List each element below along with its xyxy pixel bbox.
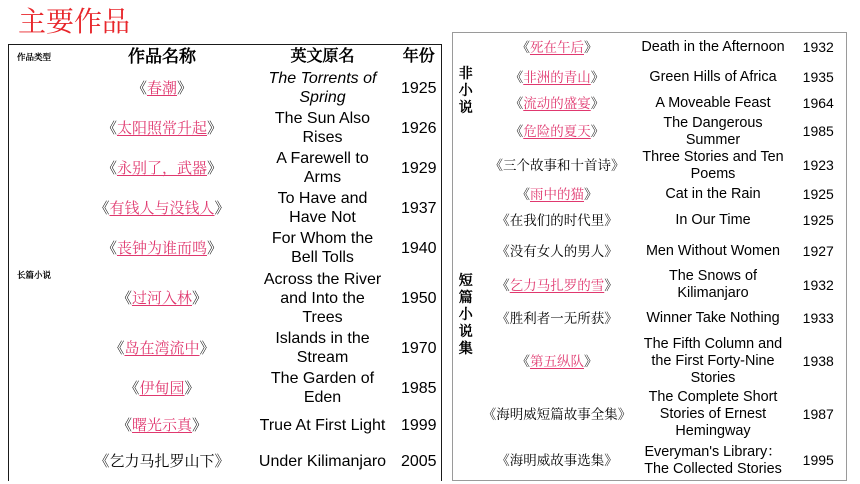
bracket-open: 《 <box>496 277 510 293</box>
title-link[interactable]: 有钱人与没钱人 <box>109 199 215 217</box>
bracket-open: 《 <box>509 124 524 139</box>
bracket-open: 《 <box>516 187 530 202</box>
english-title-cell <box>636 115 791 149</box>
bracket-close: 》 <box>177 79 193 97</box>
chinese-title-cell <box>76 328 249 368</box>
year: 1985 <box>400 379 437 397</box>
bracket-open: 《 <box>482 407 497 422</box>
year: 1995 <box>802 452 834 469</box>
year-cell <box>791 149 847 183</box>
bracket-close: 》 <box>207 119 223 137</box>
chinese-title-cell <box>479 33 636 63</box>
year: 1926 <box>400 119 437 137</box>
bracket-close: 》 <box>214 199 230 217</box>
year-cell <box>791 63 847 93</box>
bracket-open: 《 <box>509 96 524 111</box>
title-link[interactable]: 乞力马扎罗的雪 <box>509 277 605 293</box>
chinese-title-cell <box>479 388 636 442</box>
bracket-open: 《 <box>496 213 510 228</box>
year: 1964 <box>802 95 834 111</box>
english-title: Islands in the Stream <box>275 330 370 366</box>
year-cell <box>791 268 847 303</box>
english-title: Under Kilimanjaro <box>258 453 387 470</box>
english-title-cell <box>249 268 397 328</box>
english-title: The Fifth Column and the First Forty-Nine Stories <box>643 335 783 386</box>
chinese-title: 乞力马扎罗山下 <box>109 453 215 470</box>
bracket-open: 《 <box>101 119 117 137</box>
english-title-cell <box>636 93 791 115</box>
english-title: The Complete Short Stories of Ernest Hemingway <box>648 389 778 439</box>
chinese-title-cell <box>76 108 249 148</box>
chinese-title: 没有女人的男人 <box>509 243 605 259</box>
bracket-open: 《 <box>116 416 132 434</box>
table-row <box>453 268 847 303</box>
english-title-cell <box>636 335 791 388</box>
chinese-title-cell <box>479 335 636 388</box>
bracket-open: 《 <box>94 453 110 470</box>
year: 2005 <box>400 453 437 470</box>
category-label: 长篇小说 <box>17 269 52 280</box>
bracket-open: 《 <box>94 199 110 217</box>
table-row <box>453 235 847 268</box>
english-title-cell <box>636 183 791 207</box>
year-cell <box>791 183 847 207</box>
english-title: A Moveable Feast <box>655 95 771 111</box>
header-row <box>9 45 442 69</box>
bracket-close: 》 <box>617 407 632 422</box>
bracket-close: 》 <box>604 311 618 326</box>
title-link[interactable]: 春潮 <box>146 79 177 97</box>
title-link[interactable]: 过河入林 <box>131 289 192 307</box>
title-link[interactable]: 太阳照常升起 <box>116 119 207 137</box>
year: 1923 <box>802 157 834 173</box>
year: 1985 <box>802 123 834 139</box>
bracket-close: 》 <box>611 158 625 173</box>
year-cell <box>791 93 847 115</box>
chinese-title-cell <box>479 303 636 335</box>
year-cell <box>397 268 442 328</box>
table-row <box>453 115 847 149</box>
chinese-title-cell <box>76 268 249 328</box>
bracket-open: 《 <box>509 70 524 85</box>
bracket-close: 》 <box>214 453 230 470</box>
chinese-title-cell <box>479 63 636 93</box>
header-english-title: 英文原名 <box>290 47 355 65</box>
chinese-title: 胜利者一无所获 <box>509 311 605 326</box>
bracket-open: 《 <box>496 311 510 326</box>
english-title-cell <box>249 108 397 148</box>
english-title-cell <box>636 149 791 183</box>
year: 1940 <box>400 239 437 257</box>
year-cell <box>791 303 847 335</box>
english-title: In Our Time <box>675 212 751 228</box>
year-cell <box>397 108 442 148</box>
year: 1925 <box>802 212 834 228</box>
year: 1929 <box>400 159 437 177</box>
table-row <box>453 183 847 207</box>
year: 1935 <box>802 69 834 85</box>
bracket-close: 》 <box>584 40 598 56</box>
chinese-title-cell <box>76 188 249 228</box>
english-title: The Sun Also Rises <box>274 110 371 146</box>
chinese-title-cell <box>479 93 636 115</box>
table-row <box>453 33 847 63</box>
chinese-title-cell <box>479 115 636 149</box>
category-cell <box>453 149 479 481</box>
year-cell <box>397 188 442 228</box>
year-cell <box>791 388 847 442</box>
table-row <box>453 303 847 335</box>
year: 1927 <box>802 242 834 259</box>
chinese-title: 海明威故事选集 <box>509 453 605 469</box>
title-link[interactable]: 非洲的青山 <box>523 70 591 85</box>
bracket-close: 》 <box>590 124 605 139</box>
year-cell <box>791 33 847 63</box>
english-title-cell <box>249 228 397 268</box>
novels-table <box>8 44 442 481</box>
english-title-cell <box>636 207 791 235</box>
header-chinese-title: 作品名称 <box>128 46 196 66</box>
bracket-open: 《 <box>101 239 117 257</box>
bracket-open: 《 <box>516 40 530 56</box>
bracket-open: 《 <box>496 243 510 259</box>
bracket-open: 《 <box>489 158 503 173</box>
category-label: 短篇小说集 <box>458 271 473 356</box>
bracket-close: 》 <box>604 277 618 293</box>
year-cell <box>397 408 442 442</box>
year-cell <box>791 335 847 388</box>
chinese-title: 在我们的时代里 <box>509 213 605 228</box>
year-cell <box>791 207 847 235</box>
english-title: Across the River and Into the Trees <box>263 270 382 326</box>
year: 1933 <box>802 310 834 326</box>
english-title-cell <box>249 408 397 442</box>
english-title-cell <box>636 303 791 335</box>
title-link[interactable]: 危险的夏天 <box>523 124 591 139</box>
table-row <box>453 335 847 388</box>
english-title-cell <box>249 368 397 408</box>
year-cell <box>791 442 847 481</box>
bracket-open: 《 <box>101 159 117 177</box>
chinese-title-cell <box>76 228 249 268</box>
bracket-close: 》 <box>604 213 618 228</box>
chinese-title-cell <box>479 183 636 207</box>
year: 1950 <box>400 289 437 307</box>
bracket-open: 《 <box>116 289 132 307</box>
english-title: Death in the Afternoon <box>641 39 785 56</box>
english-title: For Whom the Bell Tolls <box>271 230 374 266</box>
table-row <box>453 442 847 481</box>
english-title: The Snows of Kilimanjaro <box>669 268 757 301</box>
english-title-cell <box>249 68 397 108</box>
year-cell <box>397 228 442 268</box>
english-title: To Have and Have Not <box>277 190 368 226</box>
chinese-title-cell <box>479 235 636 268</box>
table-row <box>453 93 847 115</box>
year: 1932 <box>802 39 834 56</box>
table-row <box>453 388 847 442</box>
year: 1999 <box>400 416 437 434</box>
year-cell <box>397 148 442 188</box>
category-cell <box>453 33 479 149</box>
category-label: 非小说 <box>458 65 473 116</box>
english-title-cell <box>249 328 397 368</box>
year-cell <box>791 115 847 149</box>
bracket-close: 》 <box>192 289 208 307</box>
chinese-title: 海明威短篇故事全集 <box>496 407 618 422</box>
year: 1932 <box>802 276 834 293</box>
english-title: Cat in the Rain <box>665 186 761 202</box>
year: 1987 <box>802 406 834 422</box>
english-title: True At First Light <box>259 416 386 434</box>
year-cell <box>791 235 847 268</box>
english-title: The Torrents of Spring <box>268 70 377 106</box>
bracket-open: 《 <box>124 379 140 397</box>
year-cell <box>397 68 442 108</box>
page-title: 主要作品 <box>18 6 131 37</box>
english-title-cell <box>636 63 791 93</box>
year: 1970 <box>400 339 437 357</box>
table-row <box>9 68 442 108</box>
bracket-close: 》 <box>584 353 598 369</box>
bracket-close: 》 <box>199 339 215 357</box>
nonfiction-and-short-stories-table <box>452 32 847 481</box>
english-title-cell <box>249 188 397 228</box>
chinese-title-cell <box>76 408 249 442</box>
chinese-title-cell <box>479 149 636 183</box>
bracket-close: 》 <box>604 243 618 259</box>
english-title-cell <box>636 235 791 268</box>
title-link[interactable]: 第五纵队 <box>530 353 584 369</box>
year-cell <box>397 368 442 408</box>
table-row <box>453 63 847 93</box>
title-link[interactable]: 曙光示真 <box>131 416 192 434</box>
table-row <box>453 149 847 183</box>
bracket-open: 《 <box>131 79 147 97</box>
chinese-title-cell <box>76 442 249 481</box>
bracket-close: 》 <box>207 159 223 177</box>
english-title-cell <box>636 388 791 442</box>
english-title: Green Hills of Africa <box>649 69 777 85</box>
bracket-open: 《 <box>496 453 510 469</box>
chinese-title: 三个故事和十首诗 <box>503 158 611 173</box>
year-cell <box>397 442 442 481</box>
english-title: The Garden of Eden <box>270 370 375 406</box>
title-link[interactable]: 永别了，武器 <box>116 159 207 177</box>
bracket-open: 《 <box>109 339 125 357</box>
english-title: Winner Take Nothing <box>646 310 780 326</box>
chinese-title-cell <box>76 368 249 408</box>
english-title: Three Stories and Ten Poems <box>642 148 784 182</box>
bracket-close: 》 <box>590 96 605 111</box>
english-title-cell <box>636 442 791 481</box>
year: 1938 <box>802 352 834 369</box>
title-link[interactable]: 流动的盛宴 <box>523 96 591 111</box>
english-title: A Farewell to Arms <box>276 150 369 186</box>
bracket-close: 》 <box>604 453 618 469</box>
english-title-cell <box>636 33 791 63</box>
title-link[interactable]: 岛在湾流中 <box>124 339 200 357</box>
bracket-close: 》 <box>584 187 598 202</box>
title-link[interactable]: 雨中的猫 <box>530 187 584 202</box>
header-type: 作品类型 <box>17 51 52 62</box>
header-year: 年份 <box>402 47 435 65</box>
english-title-cell <box>249 442 397 481</box>
english-title-cell <box>636 268 791 303</box>
chinese-title-cell <box>479 442 636 481</box>
title-link[interactable]: 伊甸园 <box>139 379 185 397</box>
chinese-title-cell <box>76 68 249 108</box>
year: 1937 <box>400 199 437 217</box>
english-title: The Dangerous Summer <box>663 114 763 148</box>
chinese-title-cell <box>479 207 636 235</box>
english-title: Everyman's Library： The Collected Stories <box>644 443 782 477</box>
year-cell <box>397 328 442 368</box>
english-title-cell <box>249 148 397 188</box>
title-link[interactable]: 丧钟为谁而鸣 <box>116 239 207 257</box>
bracket-close: 》 <box>184 379 200 397</box>
year: 1925 <box>400 79 437 97</box>
table-row <box>453 207 847 235</box>
english-title: Men Without Women <box>645 242 781 259</box>
bracket-close: 》 <box>207 239 223 257</box>
chinese-title-cell <box>479 268 636 303</box>
chinese-title-cell <box>76 148 249 188</box>
bracket-close: 》 <box>590 70 605 85</box>
title-link[interactable]: 死在午后 <box>530 40 584 56</box>
year: 1925 <box>802 186 834 202</box>
bracket-open: 《 <box>516 353 530 369</box>
bracket-close: 》 <box>192 416 208 434</box>
